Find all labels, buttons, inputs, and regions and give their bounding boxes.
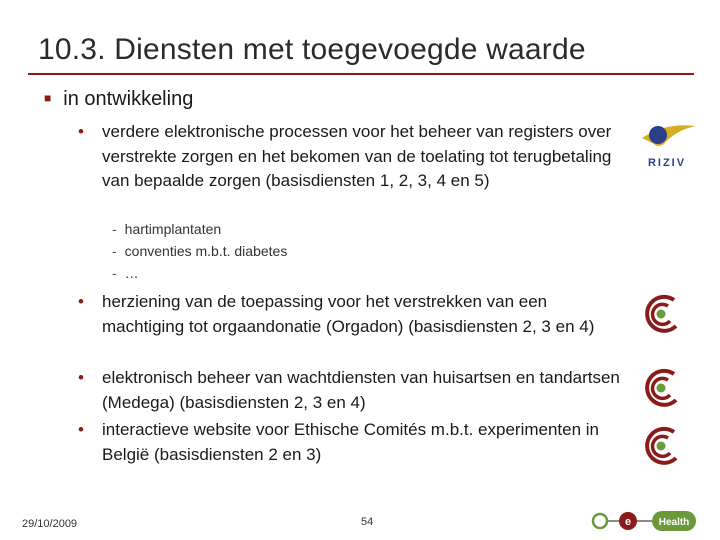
ehealth-logo <box>590 506 700 536</box>
list-item <box>78 290 623 339</box>
list-item <box>78 120 623 194</box>
level1-bullet <box>44 88 193 111</box>
bullet-icon: • <box>78 292 84 311</box>
square-bullet-icon: ■ <box>44 91 52 105</box>
list-item-text: herziening van de toepassing voor het verstrekken van een machtiging tot orgaandonatie (Orgadon) (basisdiensten 2, 3 en 4) <box>102 292 595 336</box>
ehealth-e-text: e <box>624 516 632 528</box>
sub-list-item <box>112 240 287 262</box>
footer-date: 29/10/2009 <box>22 518 78 530</box>
sub-list-item <box>112 262 139 284</box>
sub-list-item <box>112 218 221 240</box>
bullet-icon: • <box>78 420 84 439</box>
page-number: 54 <box>361 516 374 528</box>
riziv-logo-text: RIZIV <box>647 157 687 169</box>
ehealth-swirl-icon <box>640 366 682 410</box>
sub-list-item-text: … <box>124 265 139 281</box>
list-item-text: verdere elektronische processen voor het beheer van registers over verstrekte zorgen en het bekomen van de toelating tot terugbetaling van bepaalde zorgen (basisdiensten 1, 2, 3, 4 en 5) <box>102 122 612 190</box>
slide-title: 10.3. Diensten met toegevoegde waarde <box>38 33 586 66</box>
dash-bullet-icon: - <box>112 243 117 259</box>
dash-bullet-icon: - <box>112 221 117 237</box>
bullet-icon: • <box>78 368 84 387</box>
bullet-icon: • <box>78 122 84 141</box>
list-item <box>78 366 623 415</box>
ehealth-ring-icon <box>593 514 607 528</box>
ehealth-swirl-icon <box>640 424 682 468</box>
level1-text: in ontwikkeling <box>63 88 194 110</box>
list-item-text: elektronisch beheer van wachtdiensten van huisartsen en tandartsen (Medega) (basisdiensten 2, 3 en 4) <box>102 368 620 412</box>
list-item <box>78 418 623 467</box>
ehealth-logo-text: Health <box>658 517 690 528</box>
title-underline <box>28 73 694 75</box>
riziv-globe-icon <box>649 126 667 144</box>
dash-bullet-icon: - <box>112 265 117 281</box>
riziv-logo <box>636 120 698 172</box>
ehealth-swirl-icon <box>640 292 682 336</box>
sub-list-item-text: conventies m.b.t. diabetes <box>124 243 288 259</box>
sub-list-item-text: hartimplantaten <box>124 221 222 237</box>
list-item-text: interactieve website voor Ethische Comités m.b.t. experimenten in België (basisdiensten 2 en 3) <box>102 420 600 464</box>
